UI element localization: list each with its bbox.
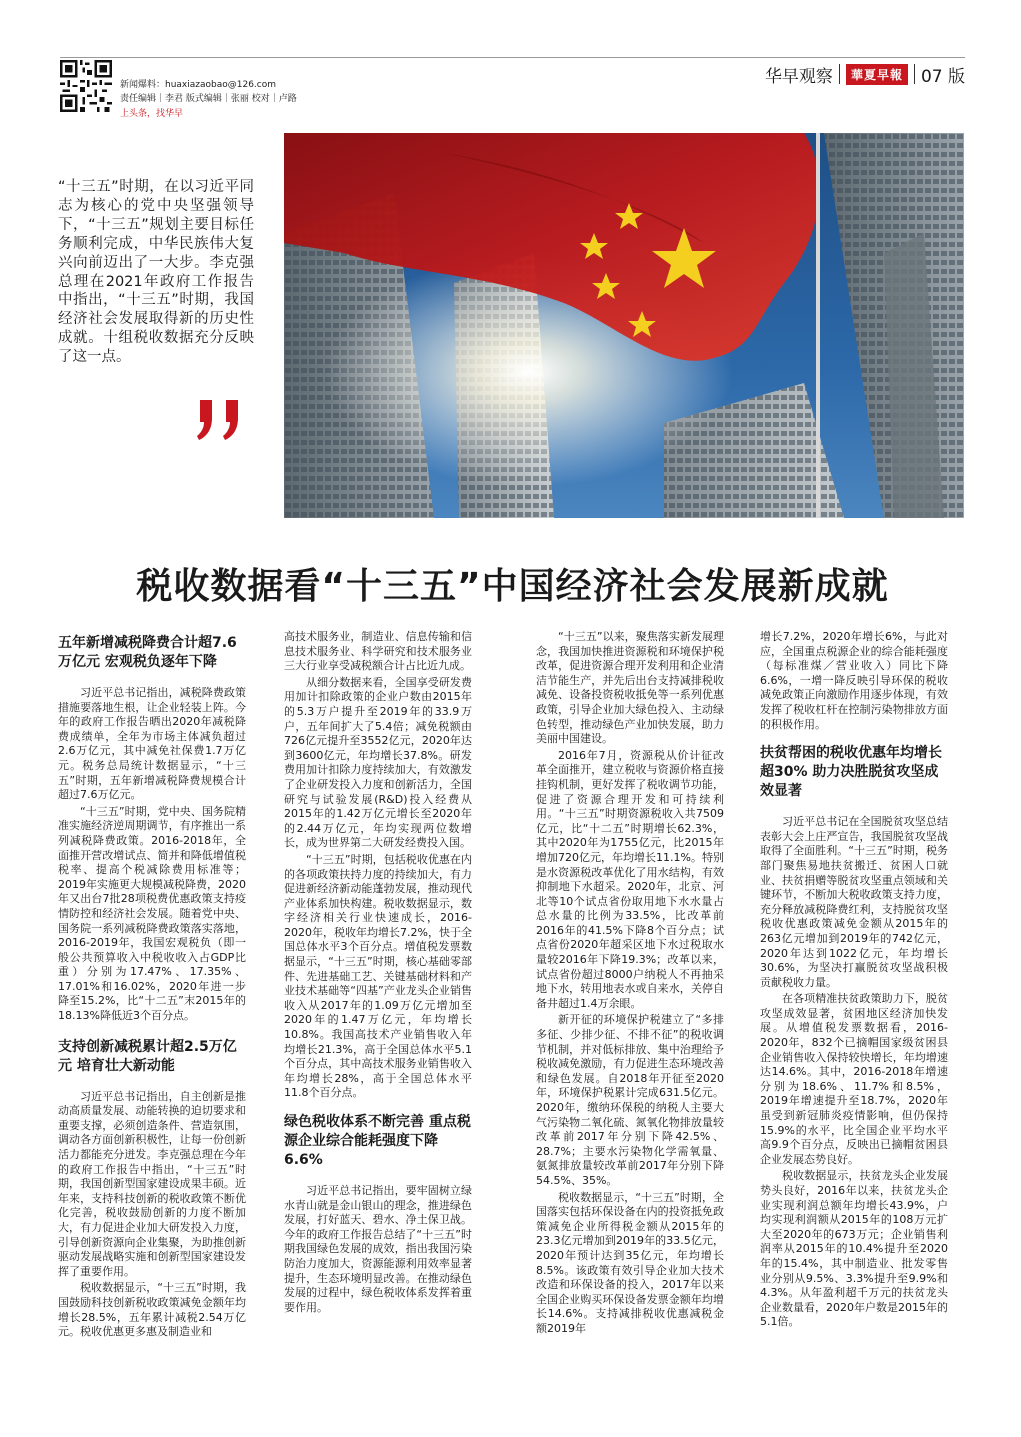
article-column-2 xyxy=(284,630,472,1317)
paragraph: 增长7.2%，2020年增长6%，与此对应，全国重点税源企业的综合能耗强度（每标准煤／营业收入）同比下降6.6%，一增一降反映引导环保的税收减免政策正向激励作用逐步体现，有效发挥了税收杠杆在控制污染物排放方面的积极作用。 xyxy=(760,630,948,731)
paragraph: 从细分数据来看，全国享受研发费用加计扣除政策的企业户数由2015年的5.3万户提升至2019年的33.9万户，五年间扩大了5.4倍；减免税额由726亿元提升至3552亿元，2020年达到3600亿元，年均增长37.8%。研发费用加计扣除力度持续加大，有效激发了企业研发投入力度和创新活力，全国研究与试验发展(R&D)投入经费从2015年的1.42万亿元增长至2020年的2.44万亿元，年均实现两位数增长，成为世界第二大研发经费投入国。 xyxy=(284,675,472,850)
paragraph: 2016年7月，资源税从价计征改革全面推开，建立税收与资源价格直接挂钩机制，更好发挥了税收调节功能，促进了资源合理开发和可持续利用。“十三五”时期资源税收入共7509亿元，比“十二五”时期增长62.3%，其中2020年为1755亿元，比2015年增加720亿元，年均增长11.1%。特别是水资源税改革优化了用水结构，有效抑制地下水超采。2020年，北京、河北等10个试点省份取用地下水水量占总水量的比例为33.5%，比改革前2016年的41.5%下降8个百分点；试点省份2020年超采区地下水过税取水量较2016年下降19.3%；改革以来，试点省份超过8000户纳税人不再抽采地下水，转用地表水或自来水，关停自备井超过1.4万余眼。 xyxy=(536,748,724,1010)
article-column-1 xyxy=(58,630,246,1342)
flag-skyscraper-photo xyxy=(284,133,964,518)
section-heading: 五年新增减税降费合计超7.6万亿元 宏观税负逐年下降 xyxy=(58,635,237,670)
paragraph: 税收数据显示，扶贫龙头企业发展势头良好，2016年以来，扶贫龙头企业实现利润总额年均增长43.9%，户均实现利润额从2015年的108万元扩大至2020年的673万元；企业销售利润率从2015年的10.4%提升至2020年的15.4%，其中制造业、批发零售业分别从9.5%、3.3%提升至9.9%和4.3%。从年盈利超千万元的扶贫龙头企业数量看，2020年户数是2015年的5.1倍。 xyxy=(760,1169,948,1329)
section-heading: 扶贫帮困的税收优惠年均增长超30% 助力决胜脱贫攻坚成效显著 xyxy=(760,745,942,800)
paragraph: 新开征的环境保护税建立了“多排多征、少排少征、不排不征”的税收调节机制，并对低标排放、集中治理给予税收减免激励，有力促进生态环境改善和绿色发展。自2018年开征至2020年，环境保护税累计完成631.5亿元。2020年，缴纳环保税的纳税人主要大气污染物二氧化硫、氮氧化物排放量较改革前2017年分别下降42.5%、28.7%；主要水污染物化学需氧量、氨氮排放量较改革前2017年分别下降54.5%、35%。 xyxy=(536,1013,724,1187)
paragraph: 在各项精准扶贫政策助力下，脱贫攻坚成效显著，贫困地区经济加快发展。从增值税发票数据看，2016-2020年，832个已摘帽国家级贫困县企业销售收入保持较快增长，年均增速达14.6%。其中，2016-2018年增速分别为18.6%、11.7%和8.5%，2019年增速提升至18.7%，2020年虽受到新冠肺炎疫情影响，但仍保持15.9%的水平，比全国企业平均水平高9.9个百分点，反映出已摘帽贫困县企业发展态势良好。 xyxy=(760,992,948,1166)
paragraph: 税收数据显示，“十三五”时期，全国落实包括环保设备在内的投资抵免政策减免企业所得税金额从2015年的23.3亿元增加到2019年的33.5亿元，2020年预计达到35亿元，年均增长8.5%。该政策有效引导企业加大技术改造和环保设备的投入，2017年以来全国企业购买环保设备发票金额年均增长14.6%。支持减排税收优惠减税金额2019年 xyxy=(536,1190,724,1335)
paragraph: 高技术服务业，制造业、信息传输和信息技术服务业、科学研究和技术服务业三大行业享受减税额合计占比近九成。 xyxy=(284,630,472,673)
header-divider xyxy=(839,64,840,84)
section-heading: 支持创新减税累计超2.5万亿元 培育壮大新动能 xyxy=(58,1038,237,1074)
header-info xyxy=(120,78,297,106)
paragraph: “十三五”时期，党中央、国务院精准实施经济逆周期调节，有序推出一系列减税降费政策。2016-2018年，全面推开营改增试点、简并和降低增值税税率、提高个税减除费用标准等；2019年实施更大规模减税降费，2020年又出台7批28项税费优惠政策支持疫情防控和经济社会发展。随着党中央、国务院一系列减税降费政策落实落地，2016-2019年，我国宏观税负（即一般公共预算收入中税收收入占GDP比重）分别为17.47%、17.35%、17.01%和16.02%，2020年进一步降至15.2%，比“十二五”末2015年的18.13%降低近3个百分点。 xyxy=(58,804,246,1023)
paragraph: 习近平总书记指出，减税降费政策措施要落地生根，让企业轻装上阵。今年的政府工作报告晒出2020年减税降费成绩单，全年为市场主体减负超过2.6万亿元，其中减免社保费1.7万亿元。税务总局统计数据显示，“十三五”时期，五年新增减税降费规模合计超过7.6万亿元。 xyxy=(58,686,246,802)
section-heading: 绿色税收体系不断完善 重点税源企业综合能耗强度下降6.6% xyxy=(284,1114,471,1168)
article-column-4 xyxy=(760,630,948,1332)
intro-text: “十三五”时期，在以习近平同志为核心的党中央坚强领导下，“十三五”规划主要目标任务顺利完成，中华民族伟大复兴向前迈出了一大步。李克强总理在2021年政府工作报告中指出，“十三五”时期，我国经济社会发展取得新的历史性成就。十组税收数据充分反映了这一点。 xyxy=(58,179,254,366)
header-right xyxy=(765,62,965,86)
qr-code-icon[interactable] xyxy=(60,60,112,112)
newspaper-logo: 華夏早報 xyxy=(846,64,908,85)
paragraph: 习近平总书记在全国脱贫攻坚总结表彰大会上庄严宣告，我国脱贫攻坚战取得了全面胜利。“十三五”时期，税务部门聚焦易地扶贫搬迁、贫困人口就业、扶贫捐赠等脱贫攻坚重点领域和关键环节，不断加大税收政策支持力度，充分释放减税降费红利，支持脱贫攻坚税收优惠政策减免金额从2015年的263亿元增加到2019年的742亿元，2020年达到1022亿元，年均增长30.6%，为坚决打赢脱贫攻坚战积极贡献税收力量。 xyxy=(760,815,948,989)
paragraph: 税收数据显示，“十三五”时期，我国鼓励科技创新税收政策减免金额年均增长28.5%，五年累计减税2.54万亿元。税收优惠更多惠及制造业和 xyxy=(58,1281,246,1339)
article-column-3 xyxy=(536,630,724,1339)
paragraph: “十三五”时期，包括税收优惠在内的各项政策扶持力度的持续加大，有力促进新经济新动能蓬勃发展，推动现代产业体系加快构建。税收数据显示，数字经济相关行业快速成长，2016-2020年，税收年均增长7.2%，快于全国总体水平3个百分点。增值税发票数据显示，“十三五”时期，核心基础零部件、先进基础工艺、关键基础材料和产业技术基础等“四基”产业龙头企业销售收入从2017年的1.09万亿元增加至2020年的1.47万亿元，年均增长10.8%。我国高技术产业销售收入年均增长21.3%，高于全国总体水平5.1个百分点，其中高技术服务业销售收入年均增长28%，高于全国总体水平11.8个百分点。 xyxy=(284,852,472,1100)
section-title: 华早观察 xyxy=(764,66,833,87)
page-number: 07 版 xyxy=(920,66,965,87)
editor-credits: 责任编辑｜李君 版式编辑｜张丽 校对｜卢路 xyxy=(120,94,297,104)
paragraph: 习近平总书记指出，自主创新是推动高质量发展、动能转换的迫切要求和重要支撑，必须创造条件、营造氛围，调动各方面创新积极性，让每一份创新活力都能充分迸发。李克强总理在今年的政府工作报告中指出，“十三五”时期，我国创新型国家建设成果丰硕。近年来，支持科技创新的税收政策不断优化完善，税收鼓励创新的力度不断加大，有力促进企业加大研发投入力度，引导创新资源向企业集聚，为助推创新驱动发展战略实施和创新型国家建设发挥了重要作用。 xyxy=(58,1089,246,1278)
paragraph: 习近平总书记指出，要牢固树立绿水青山就是金山银山的理念，推进绿色发展，打好蓝天、碧水、净土保卫战。今年的政府工作报告总结了“十三五”时期我国绿色发展的成效，指出我国污染防治力度加大，资源能源利用效率显著提升，生态环境明显改善。在推动绿色发展的过程中，绿色税收体系发挥着重要作用。 xyxy=(284,1184,472,1314)
main-headline: 税收数据看“十三五”中国经济社会发展新成就 xyxy=(136,566,889,607)
header-slogan: 上头条，找华早 xyxy=(120,109,184,119)
header-rule xyxy=(60,57,965,58)
closing-quote-icon xyxy=(196,398,248,442)
header-divider xyxy=(914,64,915,84)
contact-email[interactable]: 新闻爆料：huaxiazaobao@126.com xyxy=(120,80,277,90)
paragraph: “十三五”以来，聚焦落实新发展理念，我国加快推进资源税和环境保护税改革，促进资源合理开发利用和企业清洁节能生产，并先后出台支持减排税收减免、设备投资税收抵免等一系列优惠政策，引导企业加大绿色投入、主动绿色转型，推动绿色产业加快发展，助力美丽中国建设。 xyxy=(536,630,724,746)
